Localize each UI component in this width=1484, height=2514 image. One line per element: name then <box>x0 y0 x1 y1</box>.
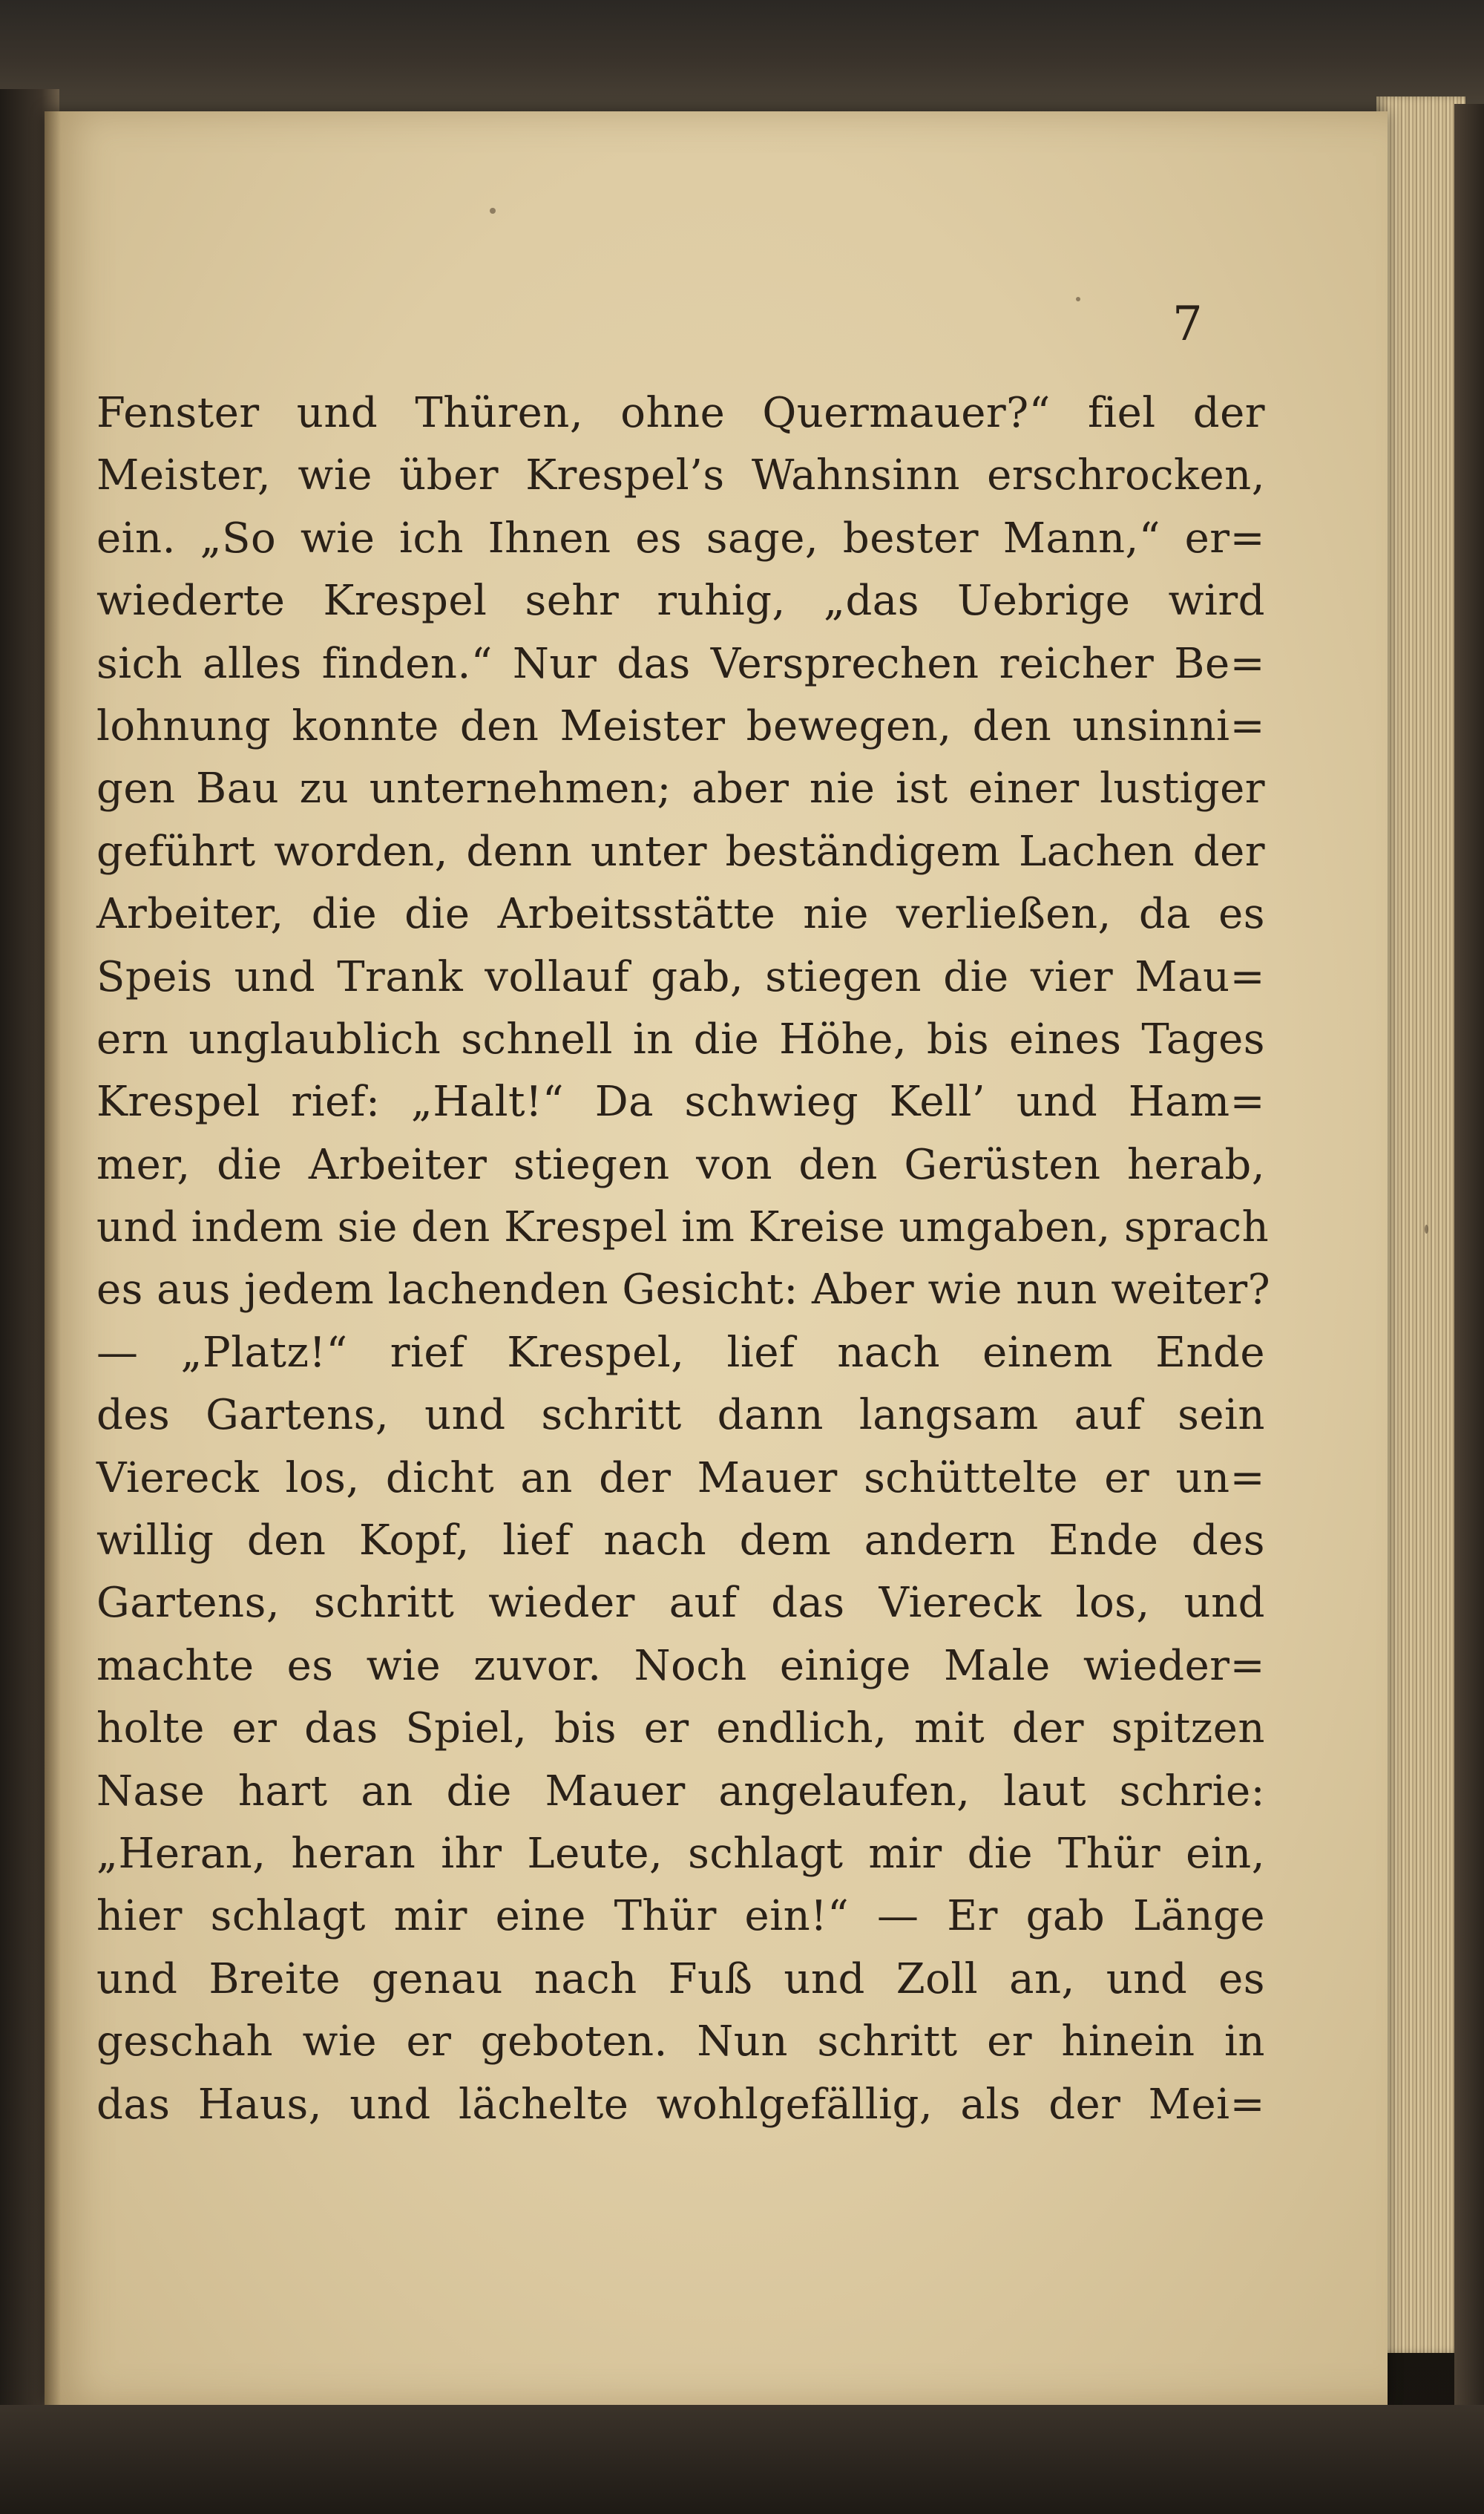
text-line: Speis und Trank vollauf gab, stiegen die vier Mau= <box>96 952 1265 1001</box>
text-line: sich alles finden.“ Nur das Versprechen reicher Be= <box>96 639 1265 688</box>
text-line: „Heran, heran ihr Leute, schlagt mir die Thür ein, <box>96 1829 1265 1878</box>
page-gutter-shadow <box>45 111 61 2405</box>
text-line: machte es wie zuvor. Noch einige Male wieder= <box>96 1641 1265 1690</box>
text-line: wiederte Krespel sehr ruhig, „das Uebrige wird <box>96 577 1265 626</box>
text-line: ern unglaublich schnell in die Höhe, bis eines Tages <box>96 1015 1265 1064</box>
paper-speck <box>1076 297 1080 301</box>
text-line: des Gartens, und schritt dann langsam auf sein <box>96 1391 1265 1440</box>
book-cover-bottom <box>0 2405 1484 2514</box>
text-line: Viereck los, dicht an der Mauer schüttelte er un= <box>96 1453 1265 1502</box>
text-line: gen Bau zu unternehmen; aber nie ist einer lustiger <box>96 765 1265 814</box>
text-line: willig den Kopf, lief nach dem andern Ende des <box>96 1516 1265 1565</box>
text-line: Gartens, schritt wieder auf das Viereck los, und <box>96 1579 1265 1628</box>
text-line: Nase hart an die Mauer angelaufen, laut schrie: <box>96 1767 1265 1816</box>
text-line: es aus jedem lachenden Gesicht: Aber wie nun weiter? <box>96 1266 1271 1315</box>
text-line: Fenster und Thüren, ohne Quermauer?“ fiel der <box>96 389 1265 437</box>
text-line: das Haus, und lächelte wohlgefällig, als der Mei= <box>96 2080 1265 2129</box>
text-line: und Breite genau nach Fuß und Zoll an, und es <box>96 1954 1265 2003</box>
text-line: und indem sie den Krespel im Kreise umgaben, sprach <box>96 1203 1270 1252</box>
page-fore-edge <box>1376 96 1465 2353</box>
body-text <box>96 382 1271 2136</box>
text-line: Krespel rief: „Halt!“ Da schwieg Kell’ und Ham= <box>96 1078 1265 1127</box>
text-line: holte er das Spiel, bis er endlich, mit der spitzen <box>96 1704 1265 1753</box>
book-cover-top <box>0 0 1484 111</box>
text-line: Arbeiter, die die Arbeitsstätte nie verließen, da es <box>96 890 1265 939</box>
paper-speck <box>490 208 496 214</box>
text-line: hier schlagt mir eine Thür ein!“ — Er gab Länge <box>96 1892 1265 1941</box>
page-number: 7 <box>1172 297 1203 352</box>
book-cover-right <box>1454 104 1484 2514</box>
text-line: Meister, wie über Krespel’s Wahnsinn erschrocken, <box>96 451 1265 500</box>
text-line: ein. „So wie ich Ihnen es sage, bester Mann,“ er= <box>96 514 1265 563</box>
text-line: geführt worden, denn unter beständigem Lachen der <box>96 827 1265 876</box>
paper-speck <box>1425 1225 1428 1234</box>
text-line: mer, die Arbeiter stiegen von den Gerüsten herab, <box>96 1140 1265 1189</box>
text-line: lohnung konnte den Meister bewegen, den unsinni= <box>96 701 1265 750</box>
text-line: geschah wie er geboten. Nun schritt er hinein in <box>96 2017 1265 2066</box>
text-line: — „Platz!“ rief Krespel, lief nach einem Ende <box>96 1328 1265 1377</box>
